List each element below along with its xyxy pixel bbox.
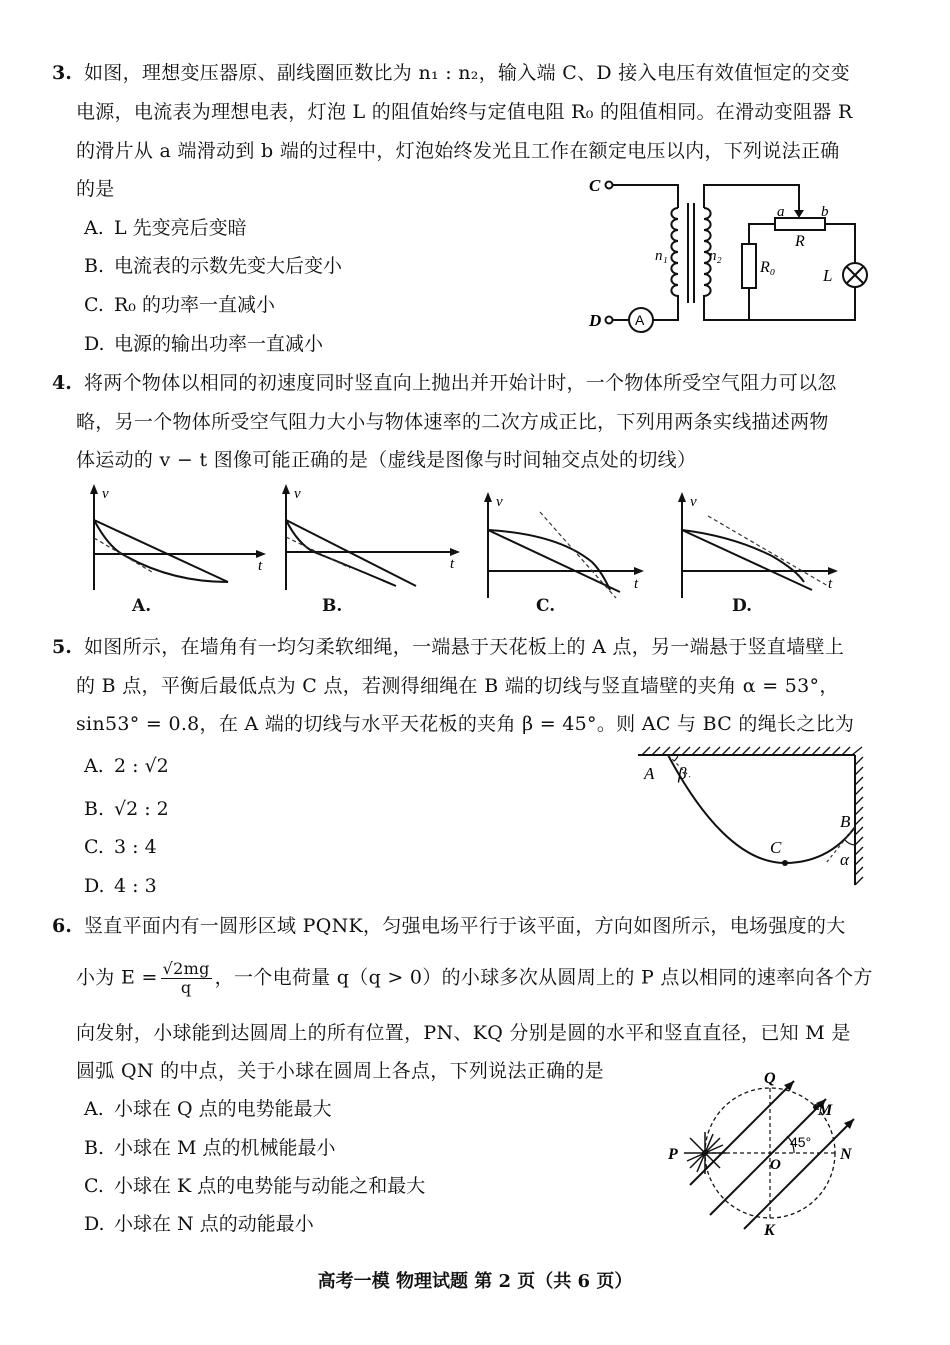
q4-line-1: 将两个物体以相同的初速度同时竖直向上抛出并开始计时，一个物体所受空气阻力可以忽: [84, 372, 837, 394]
q5-label-b: B: [840, 812, 851, 831]
q5-line-1: 如图所示，在墙角有一均匀柔软细绳，一端悬于天花板上的 A 点，另一端悬于竖直墙壁上: [84, 636, 845, 658]
q6-field-figure: [660, 1065, 870, 1243]
q3-label-r0: R₀: [760, 259, 776, 276]
q4-b-t-label: t: [450, 556, 455, 572]
q4-graph-b: [274, 482, 464, 592]
q3-label-n2: n₂: [709, 248, 722, 264]
q6-label-p: P: [668, 1146, 678, 1163]
q3-label-r: R: [795, 233, 805, 250]
q6-label-m: M: [818, 1102, 833, 1119]
q4-graph-c: [478, 490, 653, 600]
q4-b-v-label: v: [294, 486, 301, 502]
q6-label-k: K: [764, 1222, 775, 1239]
q6-option-a: A. 小球在 Q 点的电势能最大: [84, 1098, 332, 1120]
q3-option-b: B. 电流表的示数先变大后变小: [84, 255, 343, 277]
q4-a-t-label: t: [258, 558, 263, 574]
q4-a-v-label: v: [102, 486, 109, 502]
q3-line-4: 的是: [76, 178, 115, 200]
q5-rope-figure: [630, 745, 880, 890]
q5-option-b: B. √2 : 2: [84, 798, 169, 820]
q4-line-3: 体运动的 v − t 图像可能正确的是（虚线是图像与时间轴交点处的切线）: [76, 449, 697, 471]
q4-c-v-label: v: [496, 494, 503, 510]
q5-label-beta: β: [678, 764, 687, 783]
q4-number: 4.: [52, 372, 72, 394]
q3-line-2: 电源，电流表为理想电表，灯泡 L 的阻值始终与定值电阻 R₀ 的阻值相同。在滑动变阻器 R: [76, 101, 853, 123]
field-strength-fraction: $\frac{√2mg}{q}$: [162, 959, 210, 997]
q6-label-q: Q: [764, 1070, 776, 1087]
q3-option-c: C. R₀ 的功率一直减小: [84, 294, 275, 316]
q4-d-v-label: v: [690, 494, 697, 510]
q6-number: 6.: [52, 915, 72, 937]
q3-label-a: a: [777, 204, 785, 220]
q3-label-d: D: [589, 311, 602, 330]
q3-option-a: A. L 先变亮后变暗: [84, 217, 247, 239]
q4-line-2: 略，另一个物体所受空气阻力大小与物体速率的二次方成正比，下列用两条实线描述两物: [76, 411, 829, 433]
q4-d-t-label: t: [828, 576, 833, 592]
q5-label-alpha: α: [840, 850, 849, 869]
q3-label-c: C: [589, 176, 601, 195]
q4-graph-a: [80, 482, 270, 592]
q5-option-d: D. 4 : 3: [84, 875, 157, 897]
q3-label-l: L: [823, 266, 833, 285]
q4-graph-d: [672, 490, 847, 600]
page-footer: 高考一模 物理试题 第 2 页（共 6 页）: [317, 1271, 633, 1292]
q6-label-n: N: [840, 1146, 852, 1163]
q3-option-d: D. 电源的输出功率一直减小: [84, 333, 324, 355]
q4-c-t-label: t: [634, 576, 639, 592]
ammeter-symbol: A: [635, 312, 645, 328]
q6-option-d: D. 小球在 N 点的动能最小: [84, 1213, 314, 1235]
q4-graph-c-label: C.: [536, 596, 556, 616]
q5-option-c: C. 3 : 4: [84, 836, 157, 858]
q5-number: 5.: [52, 636, 72, 658]
q5-label-a: A: [644, 764, 655, 783]
transformer-circuit-diagram: [585, 168, 875, 338]
q6-line-2: 小为 E = $\frac{√2mg}{q}$ ，一个电荷量 q（q > 0）的小球多次从圆周上的 P 点以相同的速率向各个方: [76, 959, 873, 997]
q5-option-a: A. 2 : √2: [84, 755, 169, 777]
q4-graph-d-label: D.: [732, 596, 753, 616]
q3-circuit-figure: [585, 168, 875, 338]
q5-label-c: C: [770, 838, 782, 857]
q3-label-n1: n₁: [655, 248, 668, 264]
q5-line-3: sin53° = 0.8，在 A 端的切线与水平天花板的夹角 β = 45°。则 AC 与 BC 的绳长之比为: [76, 713, 855, 735]
q6-option-c: C. 小球在 K 点的电势能与动能之和最大: [84, 1175, 426, 1197]
q6-option-b: B. 小球在 M 点的机械能最小: [84, 1137, 336, 1159]
q3-line-3: 的滑片从 a 端滑动到 b 端的过程中，灯泡始终发光且工作在额定电压以内，下列说法正确: [76, 140, 840, 162]
q3-number: 3.: [52, 62, 72, 84]
q6-line-3: 向发射，小球能到达圆周上的所有位置，PN、KQ 分别是圆的水平和竖直直径，已知 M 是: [76, 1022, 851, 1044]
q5-line-2: 的 B 点，平衡后最低点为 C 点，若测得细绳在 B 端的切线与竖直墙壁的夹角 α = 53°，: [76, 675, 839, 697]
q4-graph-b-label: B.: [322, 596, 343, 616]
q4-graph-a-label: A.: [132, 596, 152, 616]
q6-line-1: 竖直平面内有一圆形区域 PQNK，匀强电场平行于该平面，方向如图所示，电场强度的大: [84, 915, 846, 937]
q3-line-1: 如图，理想变压器原、副线圈匝数比为 n₁ : n₂，输入端 C、D 接入电压有效值恒定的交变: [84, 62, 850, 84]
q6-line-4: 圆弧 QN 的中点，关于小球在圆周上各点，下列说法正确的是: [76, 1060, 604, 1082]
q6-angle-label: 45°: [790, 1134, 812, 1150]
q3-label-b: b: [821, 204, 829, 220]
q6-label-o: O: [770, 1157, 781, 1173]
